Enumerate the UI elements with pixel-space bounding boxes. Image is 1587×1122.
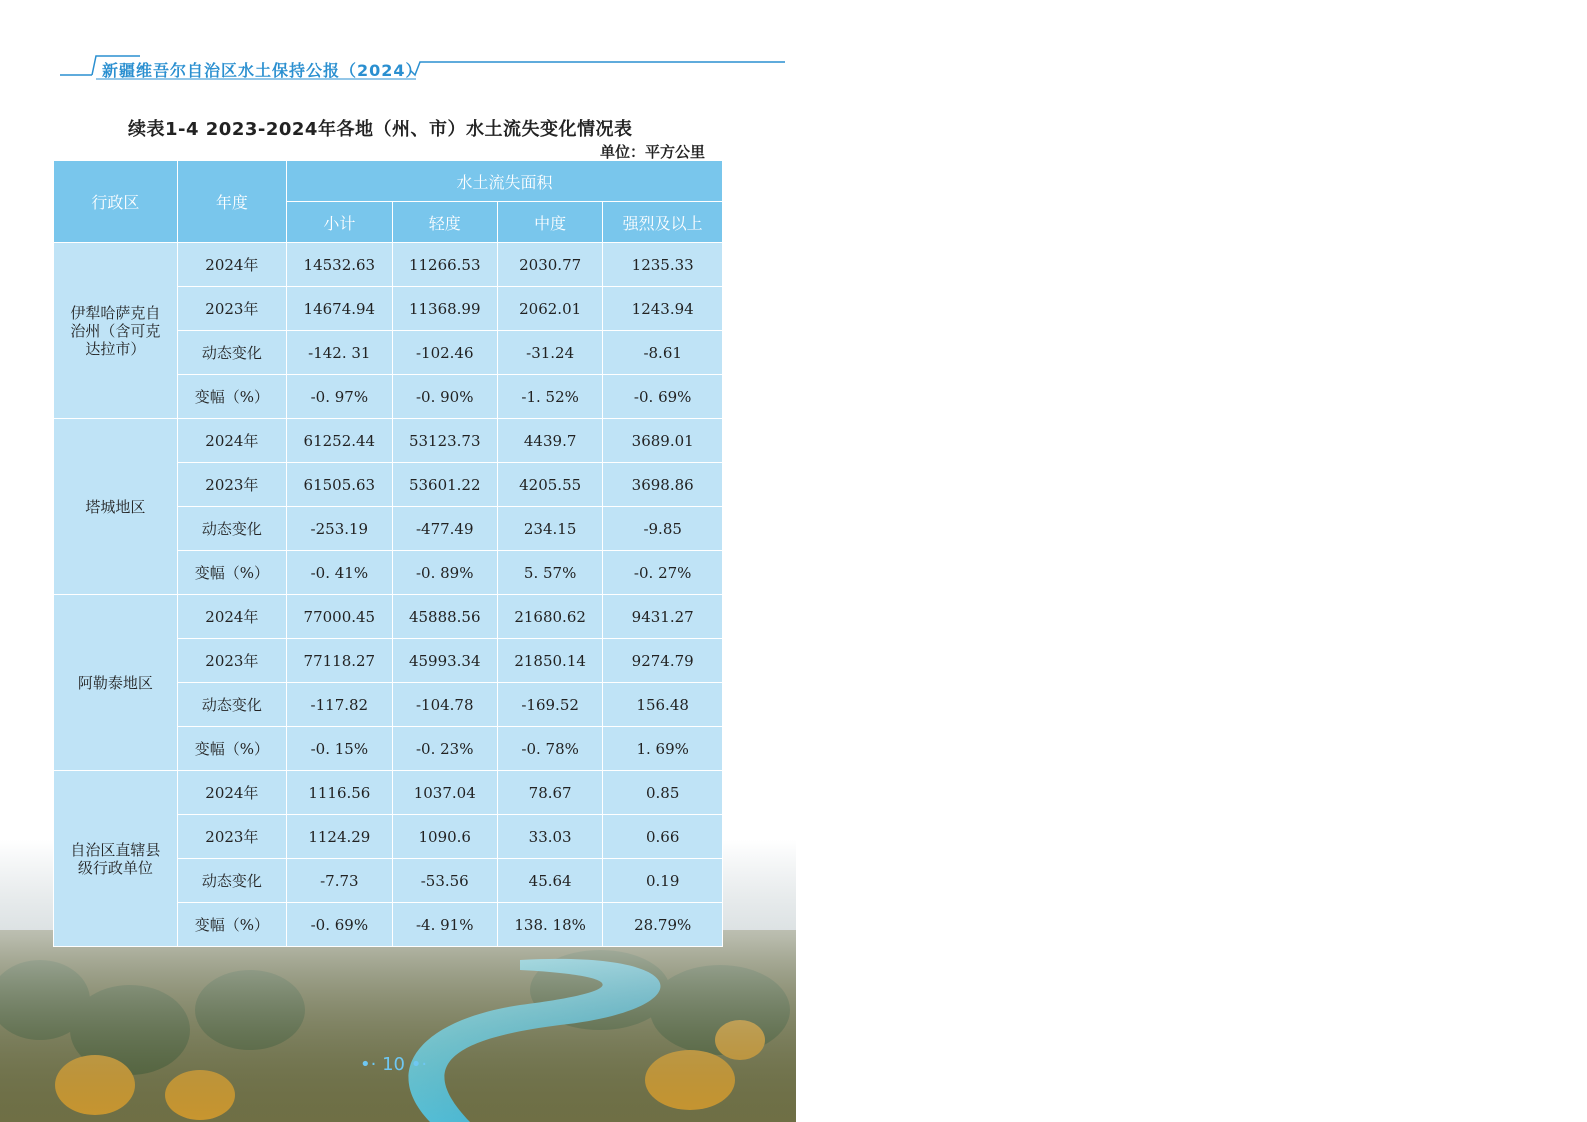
subtotal-cell: -142. 31 [287,331,392,375]
subtotal-cell: -0. 15% [287,727,392,771]
row-label: 2024年 [177,419,286,463]
subtotal-cell: 14532.63 [287,243,392,287]
subtotal-cell: -0. 69% [287,903,392,947]
subtotal-cell: 77000.45 [287,595,392,639]
subtotal-cell: -0. 97% [287,375,392,419]
moderate-cell: 78.67 [497,771,602,815]
region-name: 阿勒泰地区 [54,595,178,771]
light-cell: -477.49 [392,507,497,551]
severe-cell: 0.19 [603,859,723,903]
row-label: 变幅（%） [177,375,286,419]
light-cell: -0. 23% [392,727,497,771]
page-dots-left: •· [360,1054,377,1075]
severe-cell: 3689.01 [603,419,723,463]
severe-cell: 0.85 [603,771,723,815]
severe-cell: 1. 69% [603,727,723,771]
row-label: 动态变化 [177,507,286,551]
table-row [54,771,723,815]
light-cell: -53.56 [392,859,497,903]
moderate-cell: 2030.77 [497,243,602,287]
table-row [54,243,723,287]
light-cell: 45888.56 [392,595,497,639]
light-cell: -0. 90% [392,375,497,419]
row-label: 动态变化 [177,331,286,375]
severe-cell: 28.79% [603,903,723,947]
header-year: 年度 [177,161,286,243]
row-label: 2023年 [177,815,286,859]
row-label: 变幅（%） [177,551,286,595]
header-severe: 强烈及以上 [603,202,723,243]
moderate-cell: 21680.62 [497,595,602,639]
row-label: 2023年 [177,287,286,331]
moderate-cell: 4205.55 [497,463,602,507]
moderate-cell: 21850.14 [497,639,602,683]
header-moderate: 中度 [497,202,602,243]
moderate-cell: 138. 18% [497,903,602,947]
table-body [54,243,723,947]
severe-cell: 1235.33 [603,243,723,287]
severe-cell: 1243.94 [603,287,723,331]
row-label: 2024年 [177,771,286,815]
subtotal-cell: -117.82 [287,683,392,727]
header-light: 轻度 [392,202,497,243]
moderate-cell: -0. 78% [497,727,602,771]
light-cell: 1037.04 [392,771,497,815]
moderate-cell: -169.52 [497,683,602,727]
severe-cell: 9274.79 [603,639,723,683]
severe-cell: 9431.27 [603,595,723,639]
moderate-cell: 5. 57% [497,551,602,595]
moderate-cell: -1. 52% [497,375,602,419]
region-name: 伊犁哈萨克自治州（含可克达拉市） [54,243,178,419]
subtotal-cell: -0. 41% [287,551,392,595]
soil-erosion-table [53,160,723,947]
subtotal-cell: 1116.56 [287,771,392,815]
light-cell: -102.46 [392,331,497,375]
moderate-cell: 4439.7 [497,419,602,463]
light-cell: 45993.34 [392,639,497,683]
region-name: 塔城地区 [54,419,178,595]
severe-cell: 156.48 [603,683,723,727]
publication-title: 新疆维吾尔自治区水土保持公报（2024） [102,61,423,80]
light-cell: 53601.22 [392,463,497,507]
row-label: 2023年 [177,639,286,683]
light-cell: -0. 89% [392,551,497,595]
table-title: 续表1-4 2023-2024年各地（州、市）水土流失变化情况表 [128,119,633,140]
severe-cell: -8.61 [603,331,723,375]
light-cell: -104.78 [392,683,497,727]
region-name: 自治区直辖县级行政单位 [54,771,178,947]
light-cell: 11368.99 [392,287,497,331]
header-region: 行政区 [54,161,178,243]
subtotal-cell: 1124.29 [287,815,392,859]
row-label: 动态变化 [177,859,286,903]
moderate-cell: 33.03 [497,815,602,859]
row-label: 2024年 [177,243,286,287]
subtotal-cell: -7.73 [287,859,392,903]
moderate-cell: 234.15 [497,507,602,551]
subtotal-cell: 61252.44 [287,419,392,463]
severe-cell: 3698.86 [603,463,723,507]
unit-label: 单位：平方公里 [600,143,706,161]
page-number-value: 10 [382,1054,405,1075]
subtotal-cell: 77118.27 [287,639,392,683]
header-erosion-area: 水土流失面积 [287,161,723,202]
row-label: 动态变化 [177,683,286,727]
row-label: 2024年 [177,595,286,639]
row-label: 变幅（%） [177,727,286,771]
light-cell: 11266.53 [392,243,497,287]
subtotal-cell: 61505.63 [287,463,392,507]
moderate-cell: 45.64 [497,859,602,903]
subtotal-cell: -253.19 [287,507,392,551]
severe-cell: -0. 27% [603,551,723,595]
light-cell: -4. 91% [392,903,497,947]
light-cell: 1090.6 [392,815,497,859]
page-number [360,1054,427,1075]
page-dots-right: •· [410,1054,428,1075]
header-subtotal: 小计 [287,202,392,243]
moderate-cell: -31.24 [497,331,602,375]
moderate-cell: 2062.01 [497,287,602,331]
subtotal-cell: 14674.94 [287,287,392,331]
light-cell: 53123.73 [392,419,497,463]
severe-cell: -0. 69% [603,375,723,419]
severe-cell: 0.66 [603,815,723,859]
severe-cell: -9.85 [603,507,723,551]
table-row [54,595,723,639]
row-label: 变幅（%） [177,903,286,947]
table-row [54,419,723,463]
row-label: 2023年 [177,463,286,507]
